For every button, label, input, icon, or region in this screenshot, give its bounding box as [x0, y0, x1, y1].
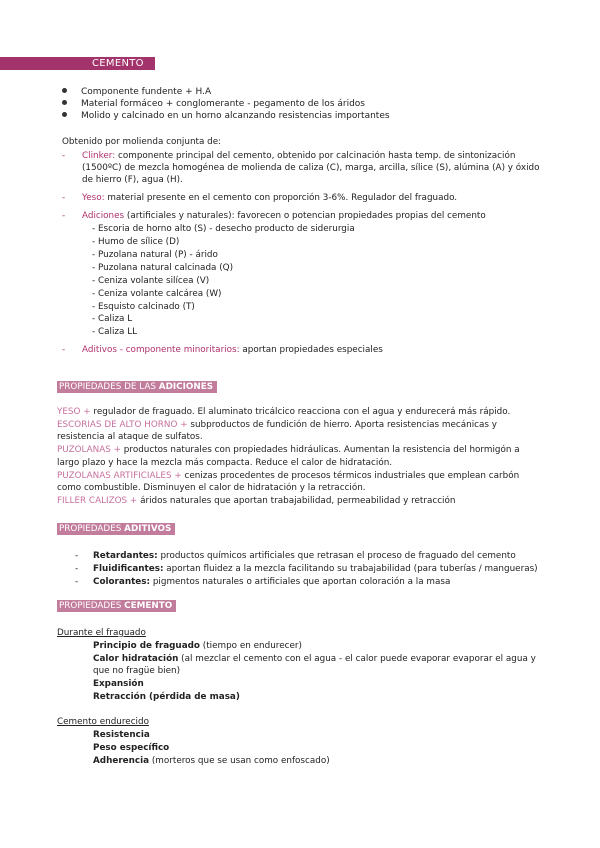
yeso-item: - Yeso: material presente en el cemento con proporción 3-6%. Regulador del fraguado.: [62, 193, 458, 203]
subheading-fraguado: Durante el fraguado: [57, 628, 146, 638]
prop-adicion-line: resistencia al ataque de sulfatos.: [57, 432, 203, 442]
prop-adicion-line: PUZOLANAS + productos naturales con propiedades hidráulicas. Aumentan la resistencia del hormigón a: [57, 445, 520, 455]
endurecido-item: Peso específico: [93, 743, 170, 753]
list-item: Componente fundente + H.A: [62, 86, 211, 98]
prop-aditivo-item: - Fluidificantes: aportan fluidez a la mezcla facilitando su trabajabilidad (para tuberías / mangueras): [75, 564, 538, 574]
fraguado-item: Principio de fraguado (tiempo en endurecer): [93, 641, 302, 651]
page-title: CEMENTO: [92, 58, 144, 69]
adicion-subitem: - Puzolana natural calcinada (Q): [92, 263, 234, 273]
bullet-icon: [62, 100, 67, 105]
fraguado-item: Expansión: [93, 679, 144, 689]
list-item: Molido y calcinado en un horno alcanzando resistencias importantes: [62, 110, 390, 122]
adicion-subitem: - Ceniza volante calcárea (W): [92, 289, 222, 299]
adicion-subitem: - Humo de sílice (D): [92, 237, 180, 247]
endurecido-item: Resistencia: [93, 730, 150, 740]
fraguado-item: Retracción (pérdida de masa): [93, 692, 240, 702]
prop-aditivo-item: - Retardantes: productos químicos artificiales que retrasan el proceso de fraguado del cemento: [75, 551, 516, 561]
prop-adicion-line: YESO + regulador de fraguado. El aluminato tricálcico reacciona con el agua y endurecerá más rápido.: [57, 407, 511, 417]
prop-adicion-line: como combustible. Disminuyen el calor de hidratación y la retracción.: [57, 483, 366, 493]
fraguado-item-cont: que no fragüe bien): [93, 666, 181, 676]
adicion-subitem: - Caliza L: [92, 314, 133, 324]
prop-adicion-line: PUZOLANAS ARTIFICIALES + cenizas procedentes de procesos térmicos industriales que emplean carbón: [57, 471, 520, 481]
aditivos-item: - Aditivos - componente minoritarios: aportan propiedades especiales: [62, 345, 383, 355]
clinker-item: - Clinker: componente principal del cemento, obtenido por calcinación hasta temp. de sintonización: [62, 151, 516, 161]
adiciones-item: - Adiciones (artificiales y naturales): favorecen o potencian propiedades propias del cemento: [62, 211, 486, 221]
bullet-icon: [62, 88, 67, 93]
adicion-subitem: - Puzolana natural (P) - árido: [92, 250, 218, 260]
fraguado-item: Calor hidratación (al mezclar el cemento con el agua - el calor puede evaporar evaporar el agua y: [93, 654, 536, 664]
endurecido-item: Adherencia (morteros que se usan como enfoscado): [93, 756, 330, 766]
clinker-line: de hierro (F), agua (H).: [82, 175, 183, 185]
adicion-subitem: - Caliza LL: [92, 327, 137, 337]
adicion-subitem: - Esquisto calcinado (T): [92, 302, 195, 312]
subheading-endurecido: Cemento endurecido: [57, 717, 149, 727]
section-heading-adiciones: PROPIEDADES DE LAS ADICIONES: [57, 381, 217, 393]
adicion-subitem: - Ceniza volante silícea (V): [92, 276, 210, 286]
section-heading-aditivos: PROPIEDADES ADITIVOS: [57, 523, 175, 535]
list-item: Material formáceo + conglomerante - pegamento de los áridos: [62, 98, 365, 110]
prop-adicion-line: ESCORIAS DE ALTO HORNO + subproductos de fundición de hierro. Aporta resistencias mecánicas y: [57, 420, 497, 430]
clinker-line: (1500ºC) de mezcla homogénea de molienda de caliza (C), marga, arcilla, sílice (S), alúmina (A) y óxido: [82, 163, 540, 173]
prop-adicion-line: largo plazo y hace la mezcla más compacta. Reduce el calor de hidratación.: [57, 458, 393, 468]
bullet-icon: [62, 112, 67, 117]
prop-adicion-line: FILLER CALIZOS + áridos naturales que aportan trabajabilidad, permeabilidad y retracción: [57, 496, 456, 506]
section-heading-cemento: PROPIEDADES CEMENTO: [57, 600, 176, 612]
intro-text: Obtenido por molienda conjunta de:: [62, 137, 222, 147]
adicion-subitem: - Escoria de horno alto (S) - desecho producto de siderurgia: [92, 224, 355, 234]
prop-aditivo-item: - Colorantes: pigmentos naturales o artificiales que aportan coloración a la masa: [75, 577, 451, 587]
